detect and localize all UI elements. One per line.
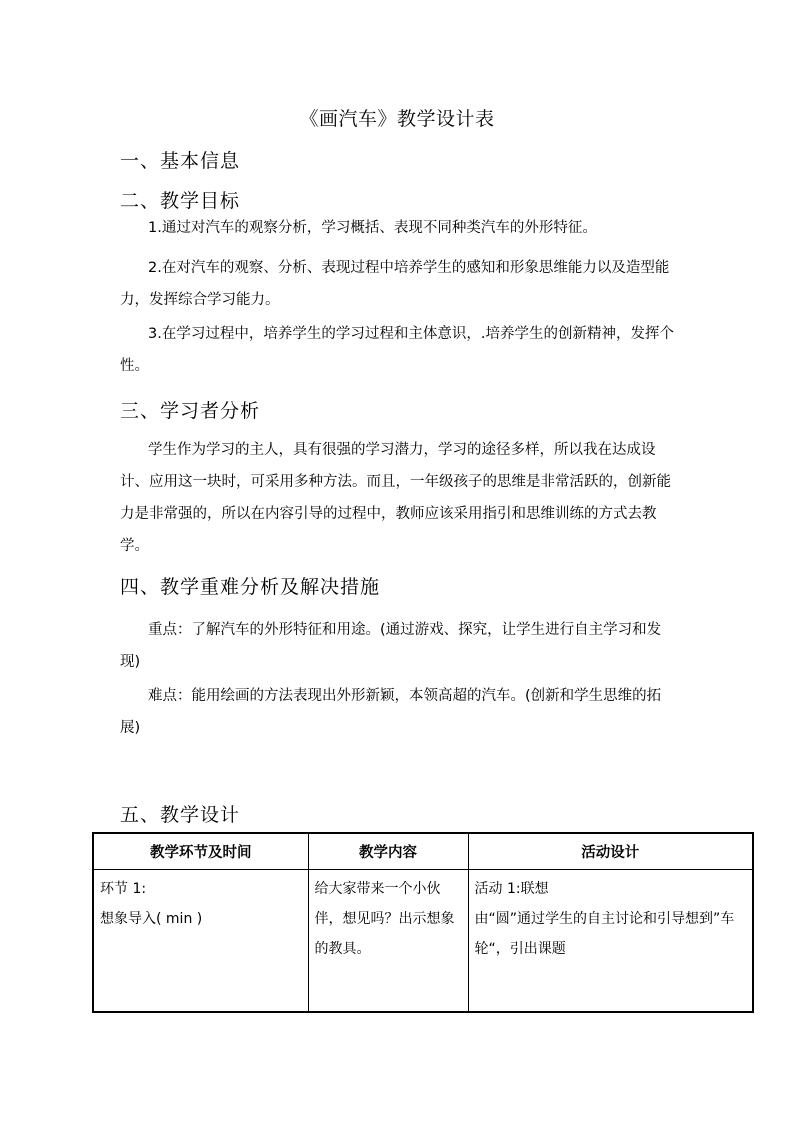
key-point-paragraph: 重点：了解汽车的外形特征和用途。(通过游戏、探究，让学生进行自主学习和发现) [120,622,662,670]
section-heading-basic-info: 一、基本信息 [120,150,241,172]
learner-analysis-paragraph: 学生作为学习的主人，具有很强的学习潜力，学习的途径多样，所以我在达成设计、应用这一块时，可采用多种方法。而且，一年级孩子的思维是非常活跃的，创新能力是非常强的，所以在内容引导的过程中，教师应该采用指引和思维训练的方式去教学。 [120,442,671,554]
table-row [93,870,753,1013]
header-content: 教学内容 [308,833,468,870]
goal-paragraph-1: 1.通过对汽车的观察分析，学习概括、表现不同种类汽车的外形特征。 [148,220,597,236]
activity-description: 由“圆”通过学生的自主讨论和引导想到”车轮“，引出课题 [474,911,735,957]
section-heading-teaching-goals: 二、教学目标 [120,190,241,212]
document-title: 《画汽车》教学设计表 [299,108,495,130]
activity-label: 活动 1:联想 [474,881,549,897]
stage-time-cell [93,870,308,1013]
header-stage-time: 教学环节及时间 [93,833,308,870]
teaching-design-table [92,832,754,1013]
content-cell [308,870,468,1013]
goal-paragraph-3: 3.在学习过程中，培养学生的学习过程和主体意识，.培养学生的创新精神，发挥个性。 [120,326,674,374]
section-heading-key-difficulties: 四、教学重难分析及解决措施 [120,576,381,598]
header-activity-design: 活动设计 [468,833,753,870]
difficulty-paragraph: 难点：能用绘画的方法表现出外形新颖，本领高超的汽车。(创新和学生思维的拓展) [120,688,662,736]
stage-name: 想象导入( min ) [100,911,203,927]
content-text: 给大家带来一个小伙伴，想见吗？出示想象的教具。 [314,881,455,957]
stage-label: 环节 1: [100,881,147,897]
activity-cell [468,870,753,1013]
section-heading-teaching-design: 五、教学设计 [120,804,241,826]
goal-paragraph-2: 2.在对汽车的观察、分析、表现过程中培养学生的感知和形象思维能力以及造型能力，发挥综合学习能力。 [120,260,670,308]
section-heading-learner-analysis: 三、学习者分析 [120,400,261,422]
table-header-row [93,833,753,870]
